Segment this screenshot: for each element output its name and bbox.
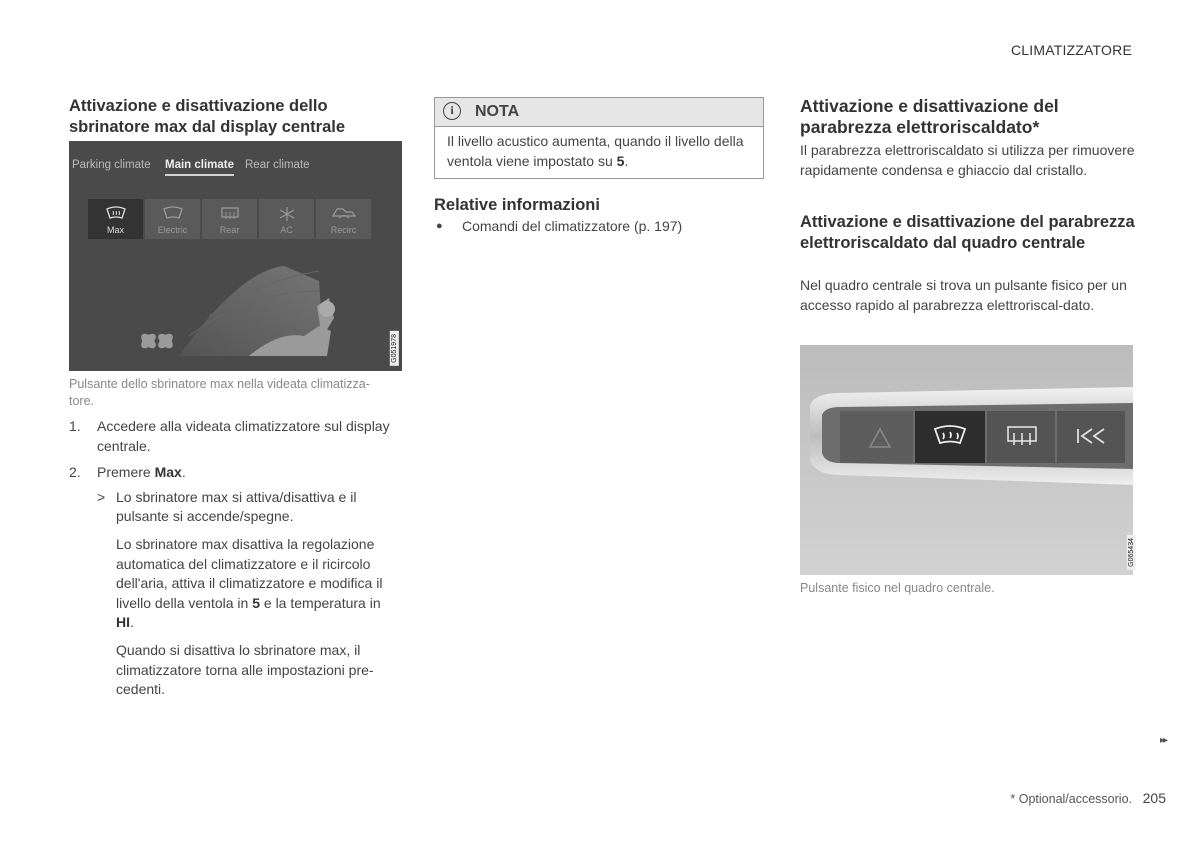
page-number: 205 bbox=[1142, 790, 1166, 806]
note-text: Il livello acustico aumenta, quando il livello della ventola viene impostato su 5. bbox=[447, 133, 744, 169]
list-item: 1. Accedere alla videata climatizzatore sul display centrale. bbox=[69, 418, 390, 454]
ac-label: AC bbox=[280, 225, 293, 235]
paragraph: Lo sbrinatore max disattiva la regolazione automatica del climatizzatore e il ricircolo dell'aria, attiva il climatizzatore e modifica il livello della ventola in 5 e la temperatura in HI. bbox=[116, 535, 383, 631]
optional-footnote: * Optional/accessorio. bbox=[1010, 792, 1132, 806]
tab-main-climate: Main climate bbox=[165, 159, 234, 176]
chapter-title: CLIMATIZZATORE bbox=[1010, 42, 1132, 58]
section-heading-heated-windshield: Attivazione e disattivazione del parabrezza elettroriscaldato* bbox=[800, 96, 1059, 137]
intro-text: Il parabrezza elettroriscaldato si utilizza per rimuovere rapidamente condensa e ghiaccio dal cristallo. bbox=[800, 142, 1135, 178]
center-console-photo bbox=[800, 345, 1133, 575]
section-heading-max-defroster: Attivazione e disattivazione dello sbrinatore max dal display centrale bbox=[69, 97, 346, 136]
subsection-text: Nel quadro centrale si trova un pulsante fisico per un accesso rapido al parabrezza elettroriscal-dato. bbox=[800, 277, 1127, 313]
tab-parking-climate: Parking climate bbox=[72, 159, 151, 171]
related-heading: Relative informazioni bbox=[434, 196, 600, 214]
note-box bbox=[434, 97, 764, 179]
note-title: NOTA bbox=[475, 103, 520, 120]
climate-screen-image bbox=[69, 141, 402, 371]
tab-rear-climate: Rear climate bbox=[245, 159, 310, 171]
image-code: G051978 bbox=[390, 331, 399, 366]
related-link[interactable]: Comandi del climatizzatore (p. 197) bbox=[462, 218, 683, 234]
rear-label: Rear bbox=[219, 225, 240, 235]
image-caption: Pulsante fisico nel quadro centrale. bbox=[800, 581, 995, 595]
recirc-label: Recirc bbox=[330, 225, 357, 235]
fan-icon bbox=[139, 331, 176, 351]
console-buttons-graphic bbox=[800, 345, 1133, 575]
list-item: 2. Premere Max. bbox=[69, 464, 186, 481]
image-caption: Pulsante dello sbrinatore max nella videata climatizza-tore. bbox=[69, 377, 370, 408]
info-icon: i bbox=[443, 102, 461, 120]
result-item: > Lo sbrinatore max si attiva/disattiva e il pulsante si accende/spegne. bbox=[97, 488, 357, 525]
subsection-heading: Attivazione e disattivazione del parabrezza elettroriscaldato dal quadro centrale bbox=[800, 213, 1135, 252]
continue-icon: ▸▸ bbox=[1159, 735, 1166, 746]
max-label: Max bbox=[106, 225, 124, 235]
bullet: ● bbox=[436, 220, 443, 232]
electric-label: Electric bbox=[157, 225, 188, 235]
image-code: G065434 bbox=[1127, 535, 1136, 570]
paragraph: Quando si disattiva lo sbrinatore max, il climatizzatore torna alle impostazioni pre-cedenti. bbox=[116, 641, 374, 698]
steps-list bbox=[69, 417, 399, 700]
fan-level-graphic bbox=[69, 141, 402, 371]
list-item bbox=[434, 217, 764, 237]
note-header bbox=[435, 98, 763, 127]
related-list bbox=[434, 217, 764, 237]
